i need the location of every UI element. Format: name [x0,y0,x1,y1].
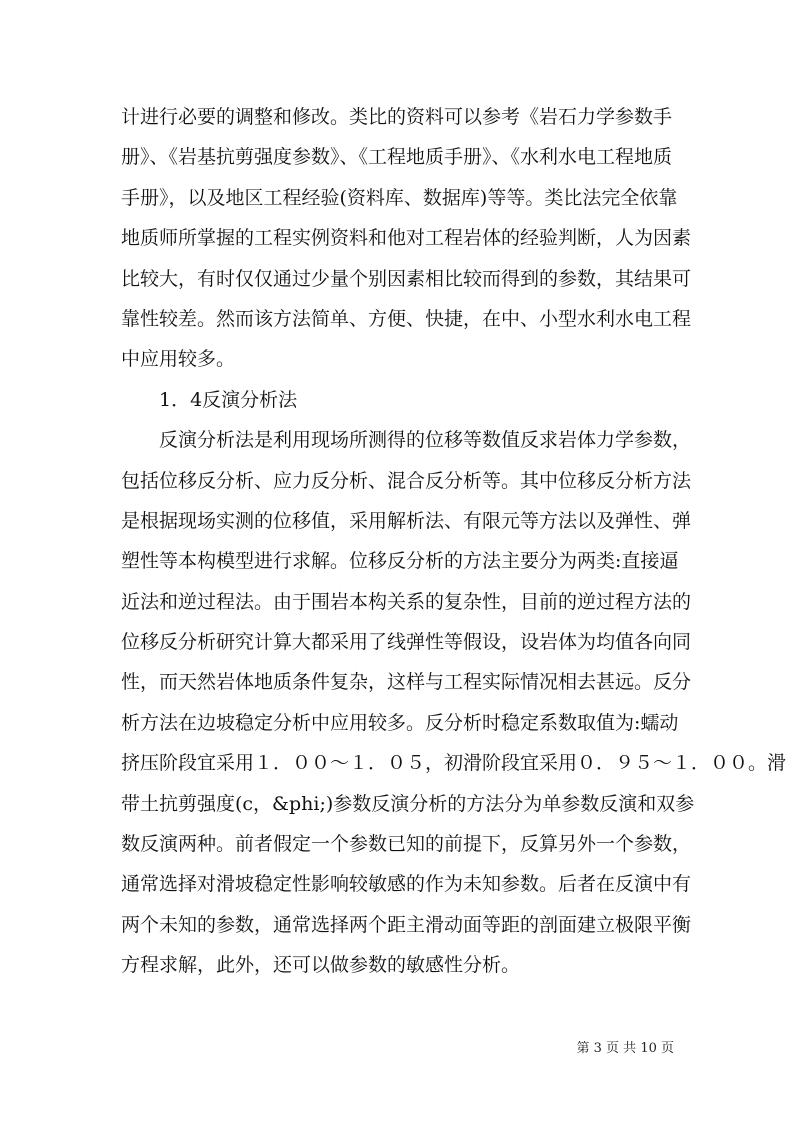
text-line: 近法和逆过程法。由于围岩本构关系的复杂性，目前的逆过程方法的 [121,590,692,613]
text-line: 方程求解，此外，还可以做参数的敏感性分析。 [121,954,521,977]
text-line: 包括位移反分析、应力反分析、混合反分析等。其中位移反分析方法 [121,469,692,492]
text-line: 计进行必要的调整和修改。类比的资料可以参考《岩石力学参数手 [121,106,673,128]
page-number: 第 3 页 共 10 页 [576,1041,674,1056]
text-line: 两个未知的参数，通常选择两个距主滑动面等距的剖面建立极限平衡 [121,913,692,936]
text-line: 通常选择对滑坡稳定性影响较敏感的作为未知参数。后者在反演中有 [121,873,692,896]
text-line: 地质师所掌握的工程实例资料和他对工程岩体的经验判断，人为因素 [121,227,692,250]
text-line: 中应用较多。 [121,348,236,371]
text-line: 册》、《岩基抗剪强度参数》、《工程地质手册》、《水利水电工程地质 [121,146,673,169]
text-line: 数反演两种。前者假定一个参数已知的前提下，反算另外一个参数， [121,833,692,856]
text-line: 性，而天然岩体地质条件复杂，这样与工程实际情况相去甚远。反分 [121,671,692,694]
text-line: 反演分析法是利用现场所测得的位移等数值反求岩体力学参数， [121,429,692,452]
section-heading: 1．4反演分析法 [159,388,298,411]
text-line: 塑性等本构模型进行求解。位移反分析的方法主要分为两类:直接逼 [121,550,679,573]
text-line: 是根据现场实测的位移值，采用解析法、有限元等方法以及弹性、弹 [121,509,692,532]
document-body [121,97,787,986]
text-line: 位移反分析研究计算大都采用了线弹性等假设，设岩体为均值各向同 [121,631,692,654]
text-line: 析方法在边坡稳定分析中应用较多。反分析时稳定系数取值为:蠕动 [121,711,679,734]
text-line: 靠性较差。然而该方法简单、方便、快捷，在中、小型水利水电工程 [121,307,692,330]
text-line: 手册》，以及地区工程经验(资料库、数据库)等等。类比法完全依靠 [121,186,678,209]
text-line: 挤压阶段宜采用１．００～１．０５，初滑阶段宜采用０．９５～１．００。滑 [121,752,787,775]
text-line: 带土抗剪强度(c，&phi;)参数反演分析的方法分为单参数反演和双参 [121,792,695,815]
text-line: 比较大，有时仅仅通过少量个别因素相比较而得到的参数，其结果可 [121,267,692,290]
